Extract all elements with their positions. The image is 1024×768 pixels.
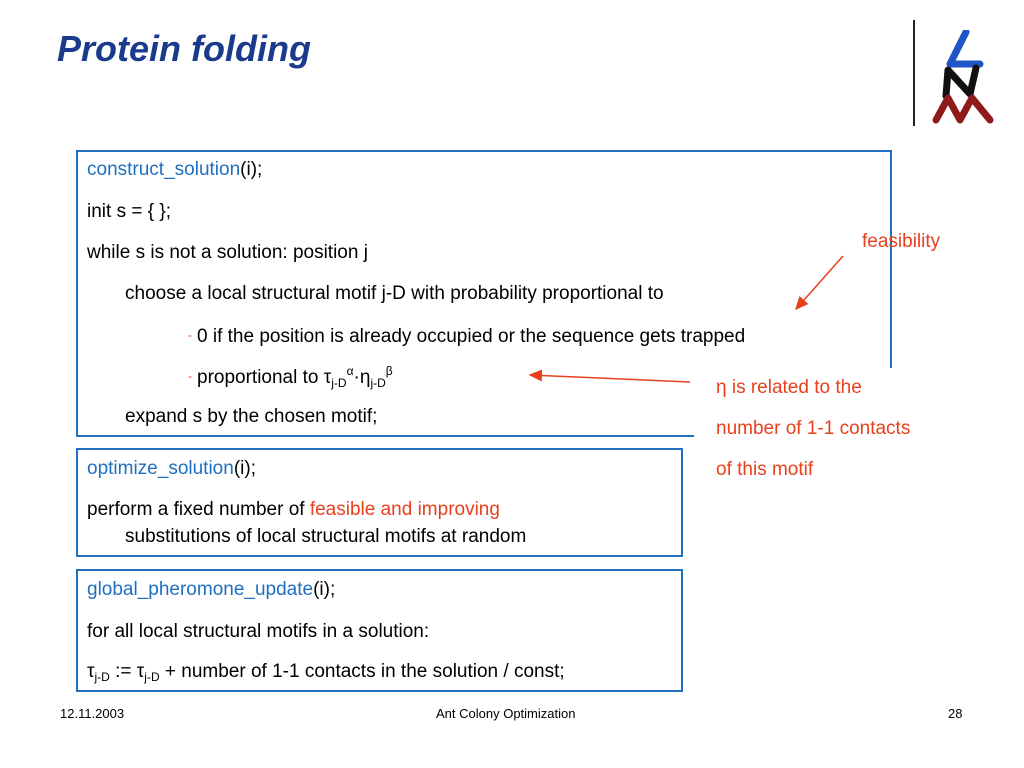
function-name: optimize_solution (87, 458, 234, 479)
while-line: while s is not a solution: position j (87, 242, 368, 263)
eta-annotation-line1: η is related to the (716, 377, 862, 398)
optimize-solution-signature (87, 458, 256, 480)
perform-highlight: feasible and improving (309, 499, 500, 520)
slide-title: Protein folding (57, 28, 311, 69)
superscript: β (385, 364, 393, 378)
construct-solution-signature (87, 159, 262, 181)
bullet-proportional (188, 365, 393, 389)
subscript: j-D (144, 670, 160, 684)
eta-annotation-line3: of this motif (716, 459, 814, 480)
subscript: j-D (331, 376, 347, 390)
subscript: j-D (94, 670, 110, 684)
perform-continuation: substitutions of local structural motifs at random (125, 526, 527, 547)
function-name: global_pheromone_update (87, 579, 314, 600)
footer-date: 12.11.2003 (60, 706, 125, 721)
formula-rest: + number of 1-1 contacts in the solution / const; (159, 661, 565, 682)
logo-icon (928, 30, 998, 126)
pheromone-update-signature (87, 579, 335, 601)
formula-tau: τ (87, 661, 95, 682)
bullet-occupied (188, 324, 745, 348)
footer-title: Ant Colony Optimization (436, 706, 576, 721)
formula-assign: := τ (109, 661, 145, 682)
logo-divider (913, 20, 915, 126)
superscript: α (346, 364, 354, 378)
page-number: 28 (948, 706, 963, 721)
perform-text: perform a fixed number of (87, 499, 310, 520)
formula-eta: ·η (353, 367, 371, 388)
function-name: construct_solution (87, 159, 241, 180)
choose-line: choose a local structural motif j-D with probability proportional to (125, 283, 664, 304)
subscript: j-D (370, 376, 386, 390)
bullet-dash: - (188, 369, 192, 383)
function-args: (i); (240, 159, 263, 180)
expand-line: expand s by the chosen motif; (125, 406, 378, 427)
bullet-dash: - (188, 328, 192, 342)
feasibility-annotation: feasibility (862, 231, 941, 252)
update-formula (87, 661, 565, 683)
function-args: (i); (313, 579, 336, 600)
init-line: init s = { }; (87, 201, 171, 222)
eta-annotation-line2: number of 1-1 contacts (716, 418, 911, 439)
bullet-text: 0 if the position is already occupied or the sequence gets trapped (197, 326, 746, 347)
perform-line (87, 499, 500, 521)
function-args: (i); (233, 458, 256, 479)
formula-tau: proportional to τ (197, 367, 332, 388)
forall-line: for all local structural motifs in a solution: (87, 621, 430, 642)
